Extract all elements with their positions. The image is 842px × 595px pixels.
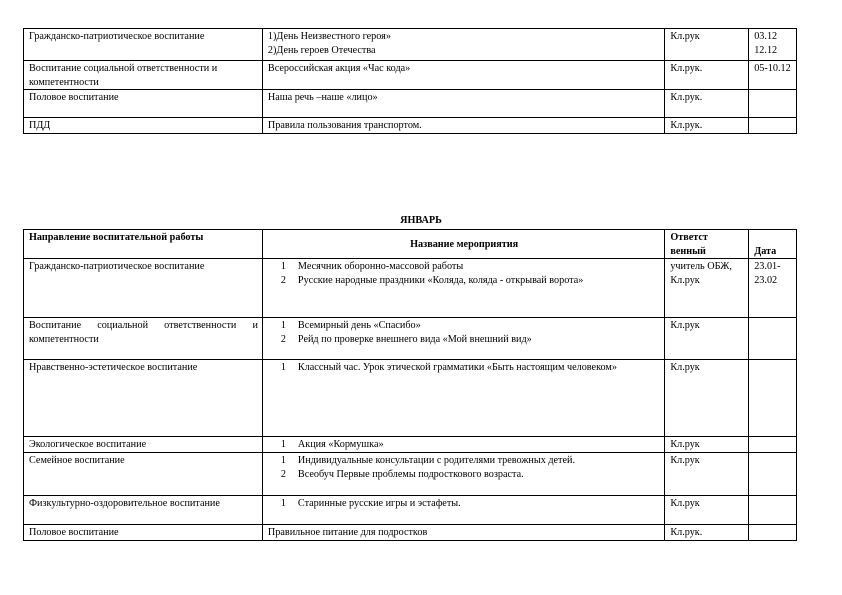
list-text: Акция «Кормушка» <box>297 439 384 450</box>
list-item <box>268 319 660 333</box>
list-item <box>268 454 660 468</box>
list-text: Классный час. Урок этической грамматики «Быть настоящим человеком» <box>297 362 617 373</box>
event-text: Правильное питание для подростков <box>267 527 428 538</box>
list-text: Индивидуальные консультации с родителями тревожных детей. <box>297 455 576 466</box>
responsible-cell: Кл.рук <box>665 29 749 61</box>
table-row <box>24 437 797 453</box>
list-number: 1 <box>280 455 286 466</box>
list-item <box>268 274 660 288</box>
responsible-cell: Кл.рук. <box>665 90 749 118</box>
table-row <box>24 525 797 541</box>
direction-cell: Воспитание социальной ответственности и компетентности <box>24 61 263 90</box>
event-cell <box>262 259 664 318</box>
table-row <box>24 360 797 437</box>
list-item <box>268 497 660 511</box>
list-number: 2 <box>280 468 286 480</box>
event-cell <box>262 437 664 453</box>
header-date: Дата <box>749 230 797 259</box>
direction-cell: Гражданско-патриотическое воспитание <box>24 259 263 318</box>
list-item <box>268 333 660 347</box>
responsible-cell: Кл.рук <box>665 437 749 453</box>
header-event: Название мероприятия <box>262 230 664 259</box>
list-number: 1 <box>280 320 286 331</box>
list-number: 1 <box>280 261 286 272</box>
event-cell <box>262 525 664 541</box>
direction-cell: ПДД <box>24 118 263 134</box>
direction-cell: Нравственно-эстетическое воспитание <box>24 360 263 437</box>
direction-cell: Воспитание социальной ответственности и компетентности <box>24 318 263 360</box>
event-cell <box>262 318 664 360</box>
header-direction: Направление воспитательной работы <box>24 230 263 259</box>
date-cell <box>749 318 797 360</box>
event-cell: Всероссийская акция «Час кода» <box>262 61 664 90</box>
list-item <box>268 438 660 452</box>
list-number: 2 <box>280 274 286 286</box>
list-number: 1 <box>280 498 286 509</box>
event-cell: Правила пользования транспортом. <box>262 118 664 134</box>
direction-cell: Гражданско-патриотическое воспитание <box>24 29 263 61</box>
table-row <box>24 90 797 118</box>
responsible-cell: Кл.рук. <box>665 61 749 90</box>
event-cell: 1)День Неизвестного героя» 2)День героев Отечества <box>262 29 664 61</box>
date-cell: 23.01- 23.02 <box>749 259 797 318</box>
list-item <box>268 361 660 375</box>
date-cell <box>749 525 797 541</box>
event-cell <box>262 496 664 525</box>
direction-cell: Экологическое воспитание <box>24 437 263 453</box>
date-cell: 03.12 12.12 <box>749 29 797 61</box>
list-text: Всемирный день «Спасибо» <box>297 320 421 331</box>
list-number: 1 <box>280 362 286 373</box>
december-table <box>23 28 797 134</box>
list-text: Русские народные праздники «Коляда, коляда - открывай ворота» <box>297 274 584 286</box>
responsible-cell: Кл.рук. <box>665 118 749 134</box>
date-cell <box>749 437 797 453</box>
event-cell: Наша речь –наше «лицо» <box>262 90 664 118</box>
list-item <box>268 468 660 482</box>
list-number: 2 <box>280 333 286 345</box>
responsible-cell: Кл.рук <box>665 318 749 360</box>
january-table <box>23 229 797 541</box>
date-cell <box>749 360 797 437</box>
list-text: Рейд по проверке внешнего вида «Мой внешний вид» <box>297 333 532 345</box>
responsible-cell: Кл.рук <box>665 360 749 437</box>
header-responsible: Ответст венный <box>665 230 749 259</box>
direction-cell: Физкультурно-оздоровительное воспитание <box>24 496 263 525</box>
responsible-cell: Кл.рук <box>665 453 749 496</box>
event-cell <box>262 360 664 437</box>
list-text: Всеобуч Первые проблемы подросткового возраста. <box>297 468 524 480</box>
responsible-cell: Кл.рук <box>665 496 749 525</box>
date-cell <box>749 453 797 496</box>
date-cell <box>749 496 797 525</box>
table-row <box>24 118 797 134</box>
list-item <box>268 260 660 274</box>
table-header-row <box>24 230 797 259</box>
table-row <box>24 259 797 318</box>
direction-cell: Половое воспитание <box>24 525 263 541</box>
event-cell <box>262 453 664 496</box>
table-row <box>24 453 797 496</box>
responsible-cell: Кл.рук. <box>665 525 749 541</box>
direction-cell: Семейное воспитание <box>24 453 263 496</box>
date-cell <box>749 90 797 118</box>
table-row <box>24 61 797 90</box>
section-title-january: ЯНВАРЬ <box>400 215 442 226</box>
list-number: 1 <box>280 439 286 450</box>
date-cell <box>749 118 797 134</box>
table-row <box>24 318 797 360</box>
table-row <box>24 29 797 61</box>
direction-cell: Половое воспитание <box>24 90 263 118</box>
date-cell: 05-10.12 <box>749 61 797 90</box>
responsible-cell: учитель ОБЖ, Кл.рук <box>665 259 749 318</box>
table-row <box>24 496 797 525</box>
list-text: Старинные русские игры и эстафеты. <box>297 498 461 509</box>
list-text: Месячник оборонно-массовой работы <box>297 261 464 272</box>
